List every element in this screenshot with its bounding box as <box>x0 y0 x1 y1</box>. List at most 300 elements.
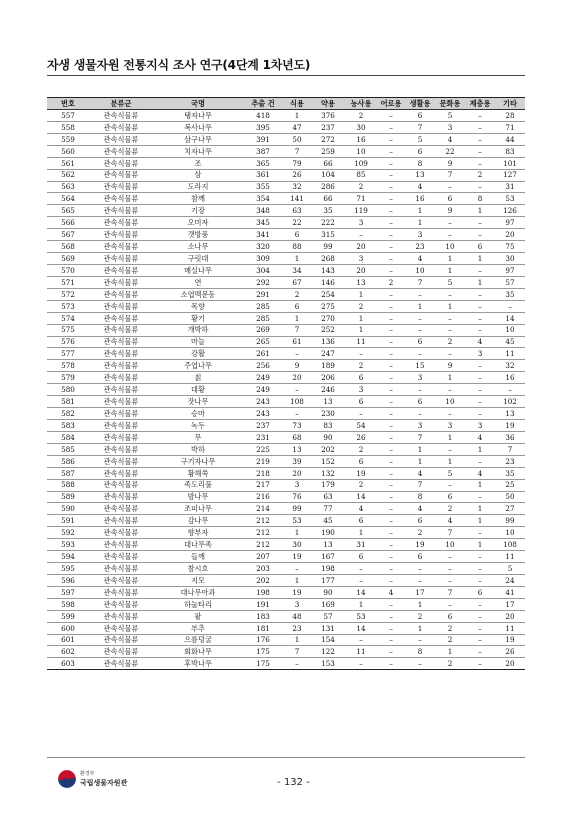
table-cell: 586 <box>47 455 89 467</box>
table-cell: 88 <box>283 241 311 253</box>
table-cell: – <box>435 181 465 193</box>
table-cell: 4 <box>405 181 435 193</box>
table-cell: 1 <box>465 515 495 527</box>
table-cell: – <box>435 408 465 420</box>
table-cell: 568 <box>47 241 89 253</box>
table-cell: 13 <box>345 276 377 288</box>
table-cell: 16 <box>345 133 377 145</box>
table-cell: 387 <box>243 145 283 157</box>
table-cell: 3 <box>405 419 435 431</box>
table-cell: 231 <box>243 431 283 443</box>
table-cell: 회화나무 <box>153 646 243 658</box>
table-cell: 243 <box>243 408 283 420</box>
table-row <box>47 491 525 503</box>
table-cell: 1 <box>283 253 311 265</box>
table-cell: 2 <box>435 658 465 670</box>
table-cell: 관속식물류 <box>89 300 153 312</box>
table-cell: 1 <box>465 539 495 551</box>
table-cell: 관속식물류 <box>89 157 153 169</box>
table-cell: 1 <box>435 253 465 265</box>
table-cell: 365 <box>243 157 283 169</box>
table-cell: 19 <box>405 539 435 551</box>
table-cell: 4 <box>465 336 495 348</box>
table-cell: 590 <box>47 503 89 515</box>
table-cell: 48 <box>283 610 311 622</box>
table-cell: 9 <box>435 205 465 217</box>
table-cell: 4 <box>405 253 435 265</box>
table-cell: 577 <box>47 348 89 360</box>
table-cell: 팥 <box>153 610 243 622</box>
table-cell: 6 <box>345 551 377 563</box>
table-row <box>47 503 525 515</box>
table-cell: 73 <box>283 419 311 431</box>
table-cell: 5 <box>435 276 465 288</box>
table-cell: 304 <box>243 264 283 276</box>
table-row <box>47 658 525 670</box>
table-cell: 19 <box>345 467 377 479</box>
table-cell: 잣나무 <box>153 396 243 408</box>
table-cell: 목향 <box>153 300 243 312</box>
table-cell: – <box>345 563 377 575</box>
table-row <box>47 467 525 479</box>
table-cell: – <box>377 253 405 265</box>
table-cell: 2 <box>435 503 465 515</box>
table-cell: 승마 <box>153 408 243 420</box>
table-cell: – <box>345 658 377 670</box>
table-cell: 관속식물류 <box>89 145 153 157</box>
table-cell: 10 <box>495 324 525 336</box>
table-cell: 5 <box>435 467 465 479</box>
table-cell: 관속식물류 <box>89 193 153 205</box>
table-cell: 45 <box>311 515 345 527</box>
table-cell: 286 <box>311 181 345 193</box>
table-cell: 566 <box>47 217 89 229</box>
table-cell: – <box>405 312 435 324</box>
table-cell: 1 <box>405 622 435 634</box>
table-cell: 54 <box>345 419 377 431</box>
table-cell: 2 <box>405 527 435 539</box>
table-cell: – <box>465 181 495 193</box>
column-header: 약용 <box>311 98 345 110</box>
table-cell: 관속식물류 <box>89 217 153 229</box>
table-row <box>47 622 525 634</box>
table-cell: – <box>377 300 405 312</box>
table-cell: 32 <box>283 181 311 193</box>
table-cell: 10 <box>435 396 465 408</box>
table-cell: 122 <box>311 646 345 658</box>
table-cell: 175 <box>243 658 283 670</box>
table-cell: 99 <box>495 515 525 527</box>
table-cell: 1 <box>405 443 435 455</box>
table-cell: 2 <box>345 300 377 312</box>
table-cell: 2 <box>283 288 311 300</box>
table-cell: – <box>465 396 495 408</box>
table-row <box>47 574 525 586</box>
table-cell: 7 <box>283 646 311 658</box>
table-cell: – <box>405 634 435 646</box>
table-cell: 관속식물류 <box>89 479 153 491</box>
table-cell: 7 <box>435 169 465 181</box>
table-cell: 2 <box>345 110 377 122</box>
table-cell: 20 <box>283 467 311 479</box>
table-row <box>47 205 525 217</box>
table-cell: 66 <box>311 157 345 169</box>
table-cell: 102 <box>495 396 525 408</box>
table-cell: – <box>377 241 405 253</box>
table-row <box>47 551 525 563</box>
table-cell: – <box>435 217 465 229</box>
table-cell: 7 <box>495 443 525 455</box>
table-cell: 6 <box>435 193 465 205</box>
table-cell: 7 <box>435 586 465 598</box>
table-cell: 6 <box>405 336 435 348</box>
table-cell: 관속식물류 <box>89 634 153 646</box>
table-cell: 243 <box>243 396 283 408</box>
table-cell: 관속식물류 <box>89 551 153 563</box>
table-cell: 삼구나무 <box>153 133 243 145</box>
table-cell: 249 <box>243 372 283 384</box>
table-cell: 6 <box>435 491 465 503</box>
table-cell: 6 <box>405 145 435 157</box>
table-cell: 6 <box>345 455 377 467</box>
table-cell: 2 <box>465 169 495 181</box>
table-cell: 14 <box>345 622 377 634</box>
table-cell: 6 <box>345 515 377 527</box>
table-cell: 602 <box>47 646 89 658</box>
table-cell: 관속식물류 <box>89 360 153 372</box>
footer-org-name: 국립생물자원관 <box>80 779 128 787</box>
table-cell: 관속식물류 <box>89 598 153 610</box>
table-cell: 108 <box>495 539 525 551</box>
table-cell: 585 <box>47 443 89 455</box>
table-cell: – <box>405 288 435 300</box>
table-cell: – <box>377 431 405 443</box>
table-cell: – <box>377 229 405 241</box>
table-cell: – <box>465 324 495 336</box>
table-cell: 3 <box>405 229 435 241</box>
table-cell: 으름덩굴 <box>153 634 243 646</box>
table-row <box>47 312 525 324</box>
table-cell: 584 <box>47 431 89 443</box>
table-cell: – <box>405 563 435 575</box>
table-cell: – <box>377 515 405 527</box>
table-cell: 99 <box>311 241 345 253</box>
table-cell: 560 <box>47 145 89 157</box>
table-cell: 11 <box>495 622 525 634</box>
table-cell: 594 <box>47 551 89 563</box>
table-cell: – <box>435 312 465 324</box>
table-cell: 152 <box>311 455 345 467</box>
table-cell: 소엽맥문동 <box>153 288 243 300</box>
table-cell: 7 <box>405 121 435 133</box>
table-cell: 35 <box>495 467 525 479</box>
table-row <box>47 515 525 527</box>
table-cell: 558 <box>47 121 89 133</box>
table-cell: – <box>405 658 435 670</box>
table-cell: 50 <box>283 133 311 145</box>
table-cell: 104 <box>311 169 345 181</box>
table-cell: 259 <box>311 145 345 157</box>
table-cell: 57 <box>495 276 525 288</box>
table-cell: 4 <box>435 133 465 145</box>
table-cell: 관속식물류 <box>89 491 153 503</box>
table-row <box>47 634 525 646</box>
table-cell: 153 <box>311 658 345 670</box>
table-cell: 109 <box>345 157 377 169</box>
table-cell: – <box>377 539 405 551</box>
table-cell: 13 <box>495 408 525 420</box>
table-cell: 141 <box>283 193 311 205</box>
table-cell: 127 <box>495 169 525 181</box>
table-cell: – <box>377 396 405 408</box>
table-cell: 597 <box>47 586 89 598</box>
table-cell: 198 <box>243 586 283 598</box>
table-cell: 90 <box>311 431 345 443</box>
table-cell: 599 <box>47 610 89 622</box>
table-cell: 218 <box>243 467 283 479</box>
table-cell: 10 <box>345 145 377 157</box>
table-cell: 8 <box>465 193 495 205</box>
table-cell: 291 <box>243 288 283 300</box>
table-cell: – <box>283 658 311 670</box>
table-cell: 관속식물류 <box>89 229 153 241</box>
table-cell: 1 <box>405 598 435 610</box>
table-cell: – <box>405 384 435 396</box>
table-cell: 143 <box>311 264 345 276</box>
table-cell: 169 <box>311 598 345 610</box>
table-cell: 1 <box>405 455 435 467</box>
table-cell: 칡 <box>153 372 243 384</box>
table-cell: – <box>377 384 405 396</box>
table-cell: 관속식물류 <box>89 574 153 586</box>
table-row <box>47 372 525 384</box>
table-cell: – <box>465 121 495 133</box>
table-cell: 관속식물류 <box>89 205 153 217</box>
table-row <box>47 193 525 205</box>
table-cell: 595 <box>47 563 89 575</box>
table-cell: 4 <box>405 467 435 479</box>
table-cell: 50 <box>495 491 525 503</box>
table-cell: – <box>435 443 465 455</box>
table-row <box>47 229 525 241</box>
table-cell: 3 <box>283 598 311 610</box>
table-cell: 관속식물류 <box>89 586 153 598</box>
table-cell: 6 <box>405 551 435 563</box>
table-cell: – <box>377 479 405 491</box>
table-cell: 75 <box>495 241 525 253</box>
table-cell: 11 <box>495 348 525 360</box>
table-row <box>47 181 525 193</box>
table-cell: 13 <box>283 443 311 455</box>
table-cell: 569 <box>47 253 89 265</box>
table-cell: 박하 <box>153 443 243 455</box>
table-cell: 126 <box>495 205 525 217</box>
table-cell: 2 <box>435 634 465 646</box>
table-cell: 418 <box>243 110 283 122</box>
table-cell: – <box>377 121 405 133</box>
table-cell: – <box>283 384 311 396</box>
table-cell: 25 <box>495 479 525 491</box>
table-cell: 202 <box>243 574 283 586</box>
table-cell: 황해쑥 <box>153 467 243 479</box>
table-cell: – <box>495 384 525 396</box>
table-cell: 1 <box>465 276 495 288</box>
table-cell: 132 <box>311 467 345 479</box>
table-cell: 3 <box>345 384 377 396</box>
table-cell: – <box>405 348 435 360</box>
table-cell: 565 <box>47 205 89 217</box>
table-cell: 5 <box>405 133 435 145</box>
table-cell: 23 <box>405 241 435 253</box>
table-cell: 219 <box>243 455 283 467</box>
table-cell: – <box>465 491 495 503</box>
table-cell: 212 <box>243 527 283 539</box>
table-cell: 1 <box>283 574 311 586</box>
table-cell: 관속식물류 <box>89 324 153 336</box>
table-cell: 570 <box>47 264 89 276</box>
table-cell: 181 <box>243 622 283 634</box>
table-cell: 9 <box>435 360 465 372</box>
table-cell: 2 <box>345 181 377 193</box>
table-cell: 1 <box>435 431 465 443</box>
table-cell: 관속식물류 <box>89 312 153 324</box>
table-cell: 13 <box>405 169 435 181</box>
table-cell: 구기자나무 <box>153 455 243 467</box>
table-cell: 559 <box>47 133 89 145</box>
table-cell: 35 <box>495 288 525 300</box>
table-cell: 치자나무 <box>153 145 243 157</box>
table-cell: – <box>345 408 377 420</box>
table-cell: 572 <box>47 288 89 300</box>
table-cell: 연 <box>153 276 243 288</box>
table-cell: 관속식물류 <box>89 384 153 396</box>
table-cell: 71 <box>495 121 525 133</box>
table-cell: 관속식물류 <box>89 110 153 122</box>
table-cell: – <box>435 324 465 336</box>
table-cell: 관속식물류 <box>89 515 153 527</box>
table-cell: 592 <box>47 527 89 539</box>
table-cell: – <box>465 133 495 145</box>
table-row <box>47 443 525 455</box>
table-cell: 6 <box>465 586 495 598</box>
table-cell: 관속식물류 <box>89 396 153 408</box>
table-cell: 조피나무 <box>153 503 243 515</box>
table-cell: 30 <box>495 253 525 265</box>
table-cell: – <box>435 229 465 241</box>
column-header: 번호 <box>47 98 89 110</box>
table-cell: – <box>283 563 311 575</box>
table-cell: 삼 <box>153 169 243 181</box>
table-cell: 19 <box>283 551 311 563</box>
table-cell: – <box>377 658 405 670</box>
table-cell: 무 <box>153 431 243 443</box>
table-cell: 관속식물류 <box>89 527 153 539</box>
table-cell: 20 <box>345 264 377 276</box>
table-cell: 589 <box>47 491 89 503</box>
table-cell: 376 <box>311 110 345 122</box>
column-header: 분류군 <box>89 98 153 110</box>
table-cell: – <box>435 288 465 300</box>
table-cell: 1 <box>465 479 495 491</box>
table-cell: 292 <box>243 276 283 288</box>
table-cell: – <box>377 110 405 122</box>
table-cell: – <box>377 598 405 610</box>
table-cell: 206 <box>311 372 345 384</box>
table-cell: 573 <box>47 300 89 312</box>
table-cell: 574 <box>47 312 89 324</box>
table-cell: 9 <box>435 157 465 169</box>
table-cell: 36 <box>495 431 525 443</box>
table-cell: 20 <box>495 610 525 622</box>
column-header: 농사용 <box>345 98 377 110</box>
table-cell: 3 <box>405 372 435 384</box>
table-cell: 3 <box>345 253 377 265</box>
table-cell: – <box>377 312 405 324</box>
table-cell: – <box>377 360 405 372</box>
table-cell: 6 <box>435 610 465 622</box>
table-cell: – <box>377 491 405 503</box>
table-cell: 563 <box>47 181 89 193</box>
table-cell: 매실나무 <box>153 264 243 276</box>
table-cell: 7 <box>283 145 311 157</box>
table-cell: 구릿대 <box>153 253 243 265</box>
table-cell: 19 <box>283 586 311 598</box>
table-cell: 32 <box>495 360 525 372</box>
table-cell: – <box>377 145 405 157</box>
table-cell: – <box>465 563 495 575</box>
table-cell: 족도리풀 <box>153 479 243 491</box>
table-cell: – <box>465 300 495 312</box>
table-cell: 3 <box>283 479 311 491</box>
table-cell: 오미자 <box>153 217 243 229</box>
table-cell: – <box>377 563 405 575</box>
table-cell: – <box>377 610 405 622</box>
table-cell: 225 <box>243 443 283 455</box>
table-cell: 7 <box>405 431 435 443</box>
table-cell: 179 <box>311 479 345 491</box>
table-cell: 108 <box>283 396 311 408</box>
table-cell: 관속식물류 <box>89 241 153 253</box>
table-cell: 247 <box>311 348 345 360</box>
table-row <box>47 586 525 598</box>
table-cell: – <box>377 419 405 431</box>
table-cell: – <box>377 336 405 348</box>
table-cell: 207 <box>243 551 283 563</box>
table-cell: 19 <box>495 634 525 646</box>
table-row <box>47 419 525 431</box>
table-cell: – <box>465 598 495 610</box>
table-cell: 203 <box>243 563 283 575</box>
table-cell: – <box>435 479 465 491</box>
table-cell: 190 <box>311 527 345 539</box>
table-row <box>47 563 525 575</box>
table-cell: 345 <box>243 217 283 229</box>
table-cell: 7 <box>435 527 465 539</box>
table-cell: – <box>405 408 435 420</box>
table-cell: 71 <box>345 193 377 205</box>
table-cell: 596 <box>47 574 89 586</box>
table-cell: – <box>465 610 495 622</box>
table-cell: 83 <box>311 419 345 431</box>
table-cell: 관속식물류 <box>89 288 153 300</box>
table-cell: 관속식물류 <box>89 348 153 360</box>
table-cell: 8 <box>405 646 435 658</box>
table-cell: 4 <box>465 467 495 479</box>
table-row <box>47 110 525 122</box>
table-cell: 252 <box>311 324 345 336</box>
table-cell: 대나무족 <box>153 539 243 551</box>
table-cell: 2 <box>377 276 405 288</box>
